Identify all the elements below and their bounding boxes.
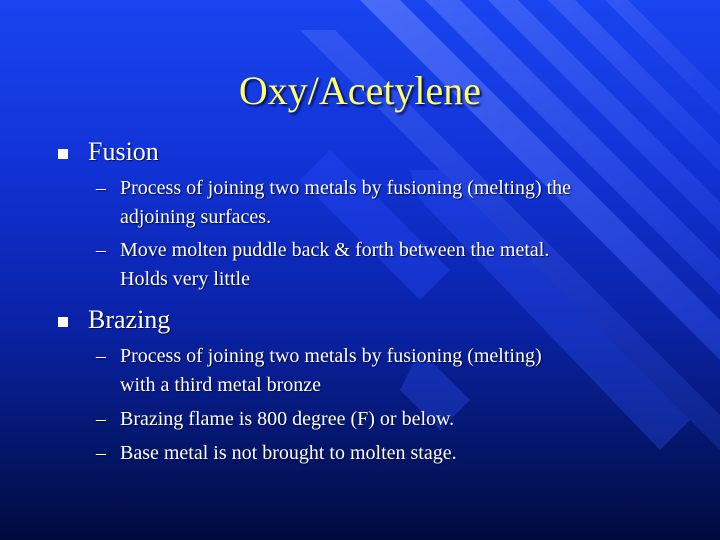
sub-bullet-text: Process of joining two metals by fusioning (melting) [120,345,542,367]
sub-bullet-text-continued: Holds very little [120,268,250,290]
sub-bullet-text-continued: with a third metal bronze [120,374,322,396]
sub-bullet [96,439,457,468]
bullet-fusion [88,137,159,167]
dash-icon: – [96,239,106,261]
square-bullet-icon [58,149,68,159]
sub-bullet-text-continued: adjoining surfaces. [120,206,272,228]
sub-bullet-text: Process of joining two metals by fusioning (melting) the [120,177,572,199]
sub-bullet-text: Move molten puddle back & forth between the metal. [120,239,550,261]
bullet-heading: Fusion [88,137,159,166]
sub-bullet [96,236,550,294]
dash-icon: – [96,345,106,367]
dash-icon: – [96,408,106,430]
bullet-brazing [88,305,170,335]
sub-bullet-text: Base metal is not brought to molten stage. [120,442,457,464]
square-bullet-icon [58,317,68,327]
dash-icon: – [96,177,106,199]
dash-icon: – [96,442,106,464]
bullet-heading: Brazing [88,305,171,334]
sub-bullet [96,174,572,232]
sub-bullet-text: Brazing flame is 800 degree (F) or below. [120,408,455,430]
sub-bullet [96,405,455,434]
sub-bullet [96,342,542,400]
slide-title: Oxy/Acetylene [238,68,482,113]
